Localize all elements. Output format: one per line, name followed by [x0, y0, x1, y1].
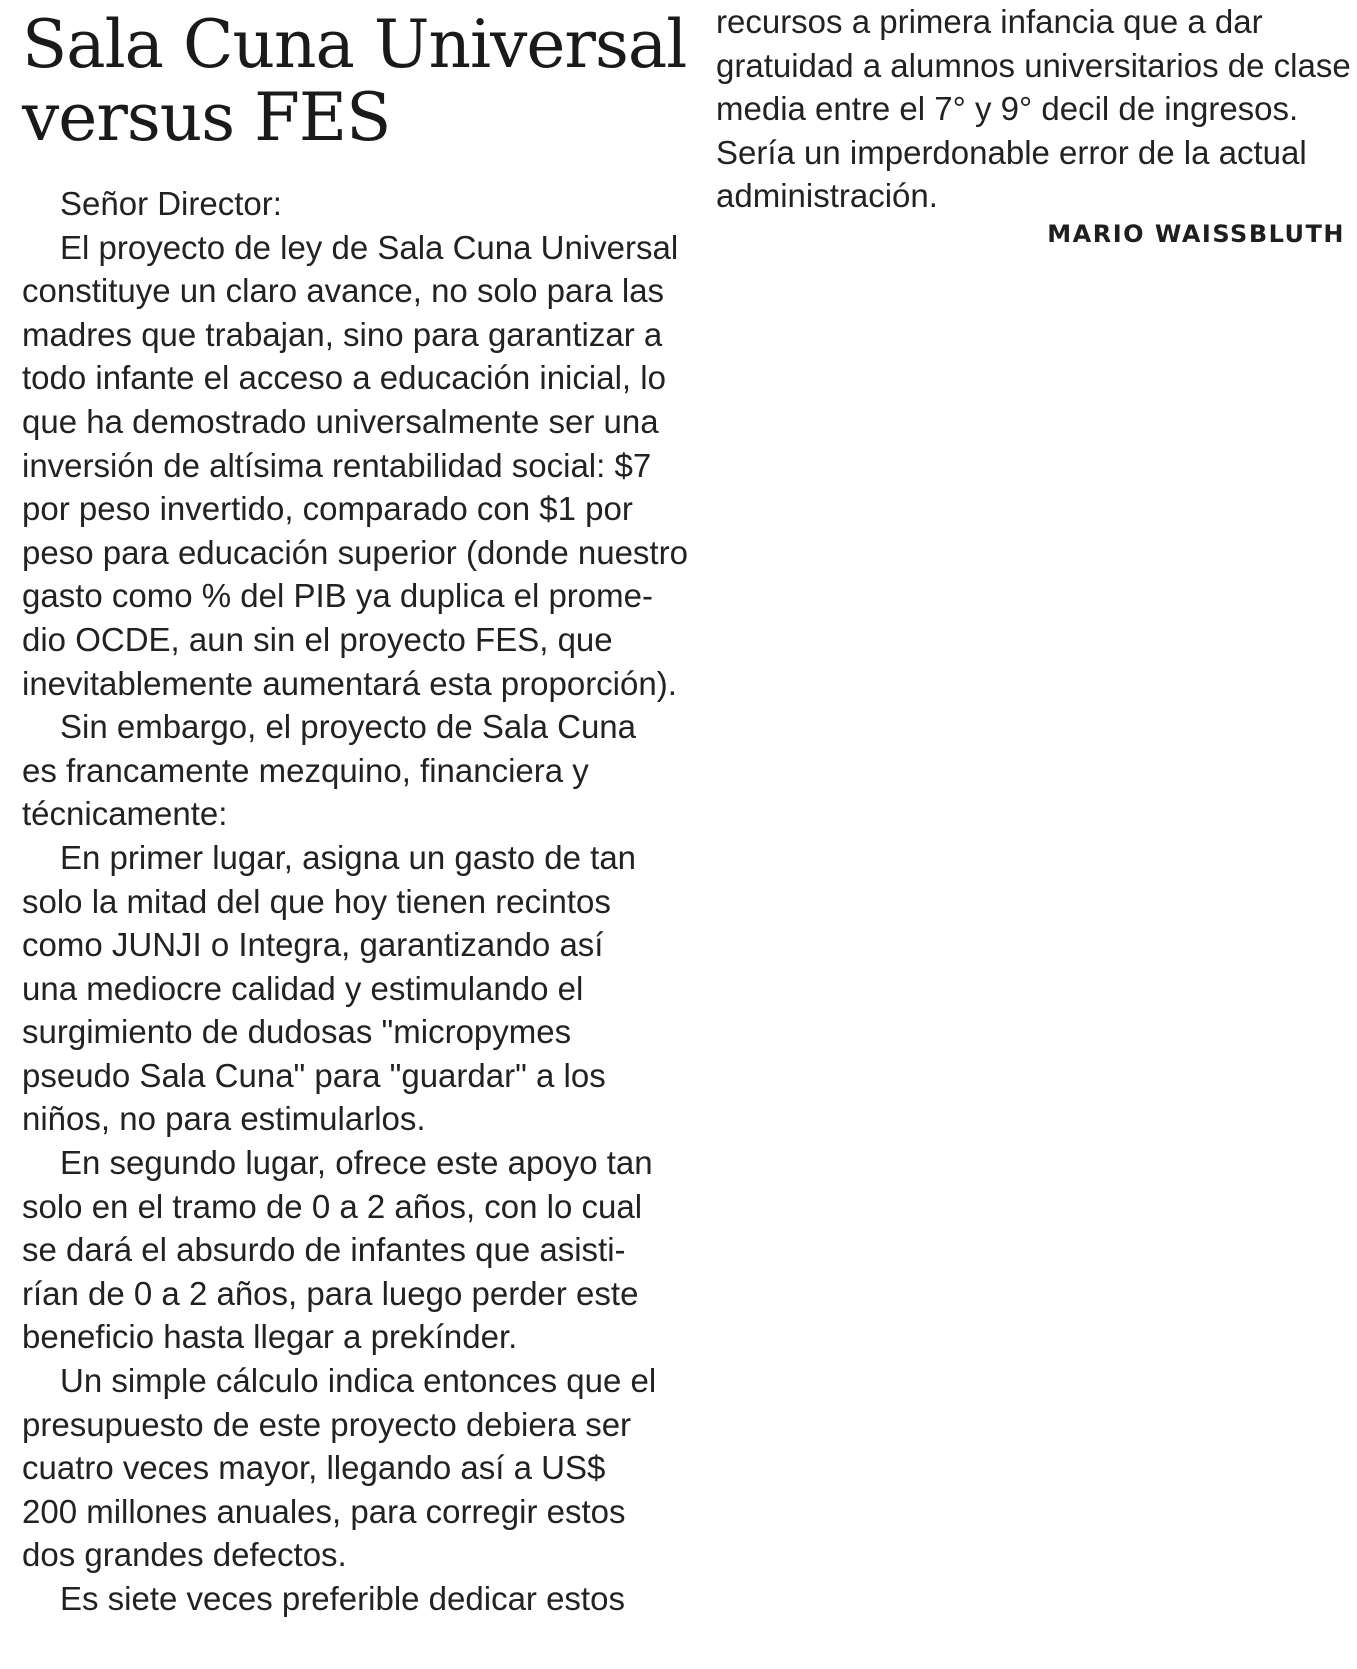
- text-line: solo en el tramo de 0 a 2 años, con lo cual: [22, 1187, 643, 1225]
- text-line: técnicamente:: [22, 795, 228, 833]
- text-line: media entre el 7° y 9° decil de ingresos.: [716, 90, 1299, 128]
- text-line: dos grandes defectos.: [22, 1536, 347, 1574]
- text-line: por peso invertido, comparado con $1 por: [22, 490, 633, 528]
- text-line: gratuidad a alumnos universitarios de clase: [716, 46, 1351, 84]
- text-line: se dará el absurdo de infantes que asisti-: [22, 1231, 626, 1269]
- text-line: peso para educación superior (donde nuestro: [22, 533, 688, 571]
- text-line: surgimiento de dudosas "micropymes: [22, 1013, 572, 1051]
- author-signature: MARIO WAISSBLUTH: [1047, 220, 1345, 248]
- text-line: Sin embargo, el proyecto de Sala Cuna: [60, 708, 637, 746]
- text-line: constituye un claro avance, no solo para las: [22, 272, 665, 310]
- text-line: pseudo Sala Cuna" para "guardar" a los: [22, 1056, 606, 1094]
- text-line: presupuesto de este proyecto debiera ser: [22, 1405, 632, 1443]
- headline-line-2: versus FES: [22, 79, 391, 156]
- text-line: como JUNJI o Integra, garantizando así: [22, 926, 604, 964]
- text-line: solo la mitad del que hoy tienen recintos: [22, 882, 611, 920]
- text-line: recursos a primera infancia que a dar: [716, 3, 1263, 40]
- text-line: Sería un imperdonable error de la actual: [716, 133, 1307, 171]
- text-line: Un simple cálculo indica entonces que el: [60, 1362, 657, 1400]
- text-line: que ha demostrado universalmente ser una: [22, 402, 659, 440]
- text-line: En segundo lugar, ofrece este apoyo tan: [60, 1144, 653, 1182]
- text-line: beneficio hasta llegar a prekínder.: [22, 1318, 518, 1356]
- text-line: cuatro veces mayor, llegando así a US$: [22, 1449, 606, 1487]
- text-line: gasto como % del PIB ya duplica el prome-: [22, 577, 653, 615]
- text-line: Es siete veces preferible dedicar estos: [60, 1580, 625, 1617]
- text-line: rían de 0 a 2 años, para luego perder este: [22, 1274, 639, 1312]
- text-line: es francamente mezquino, financiera y: [22, 751, 589, 789]
- text-line: niños, no para estimularlos.: [22, 1100, 426, 1138]
- letter-body-left-column: [22, 182, 688, 1621]
- headline-line-1: Sala Cuna Universal: [22, 6, 687, 83]
- text-line: administración.: [716, 177, 938, 215]
- text-line: inversión de altísima rentabilidad social: $7: [22, 446, 652, 484]
- headline: [22, 6, 687, 156]
- letter-body-right-column: [716, 0, 1351, 218]
- text-line: madres que trabajan, sino para garantizar a: [22, 315, 663, 353]
- text-line: todo infante el acceso a educación inicial, lo: [22, 359, 666, 397]
- text-line: En primer lugar, asigna un gasto de tan: [60, 838, 637, 876]
- text-line: dio OCDE, aun sin el proyecto FES, que: [22, 620, 613, 658]
- text-line: 200 millones anuales, para corregir estos: [22, 1492, 626, 1530]
- text-line: una mediocre calidad y estimulando el: [22, 969, 584, 1007]
- text-line: El proyecto de ley de Sala Cuna Universal: [60, 228, 679, 266]
- text-line: inevitablemente aumentará esta proporción).: [22, 664, 677, 702]
- text-line: Señor Director:: [60, 185, 282, 222]
